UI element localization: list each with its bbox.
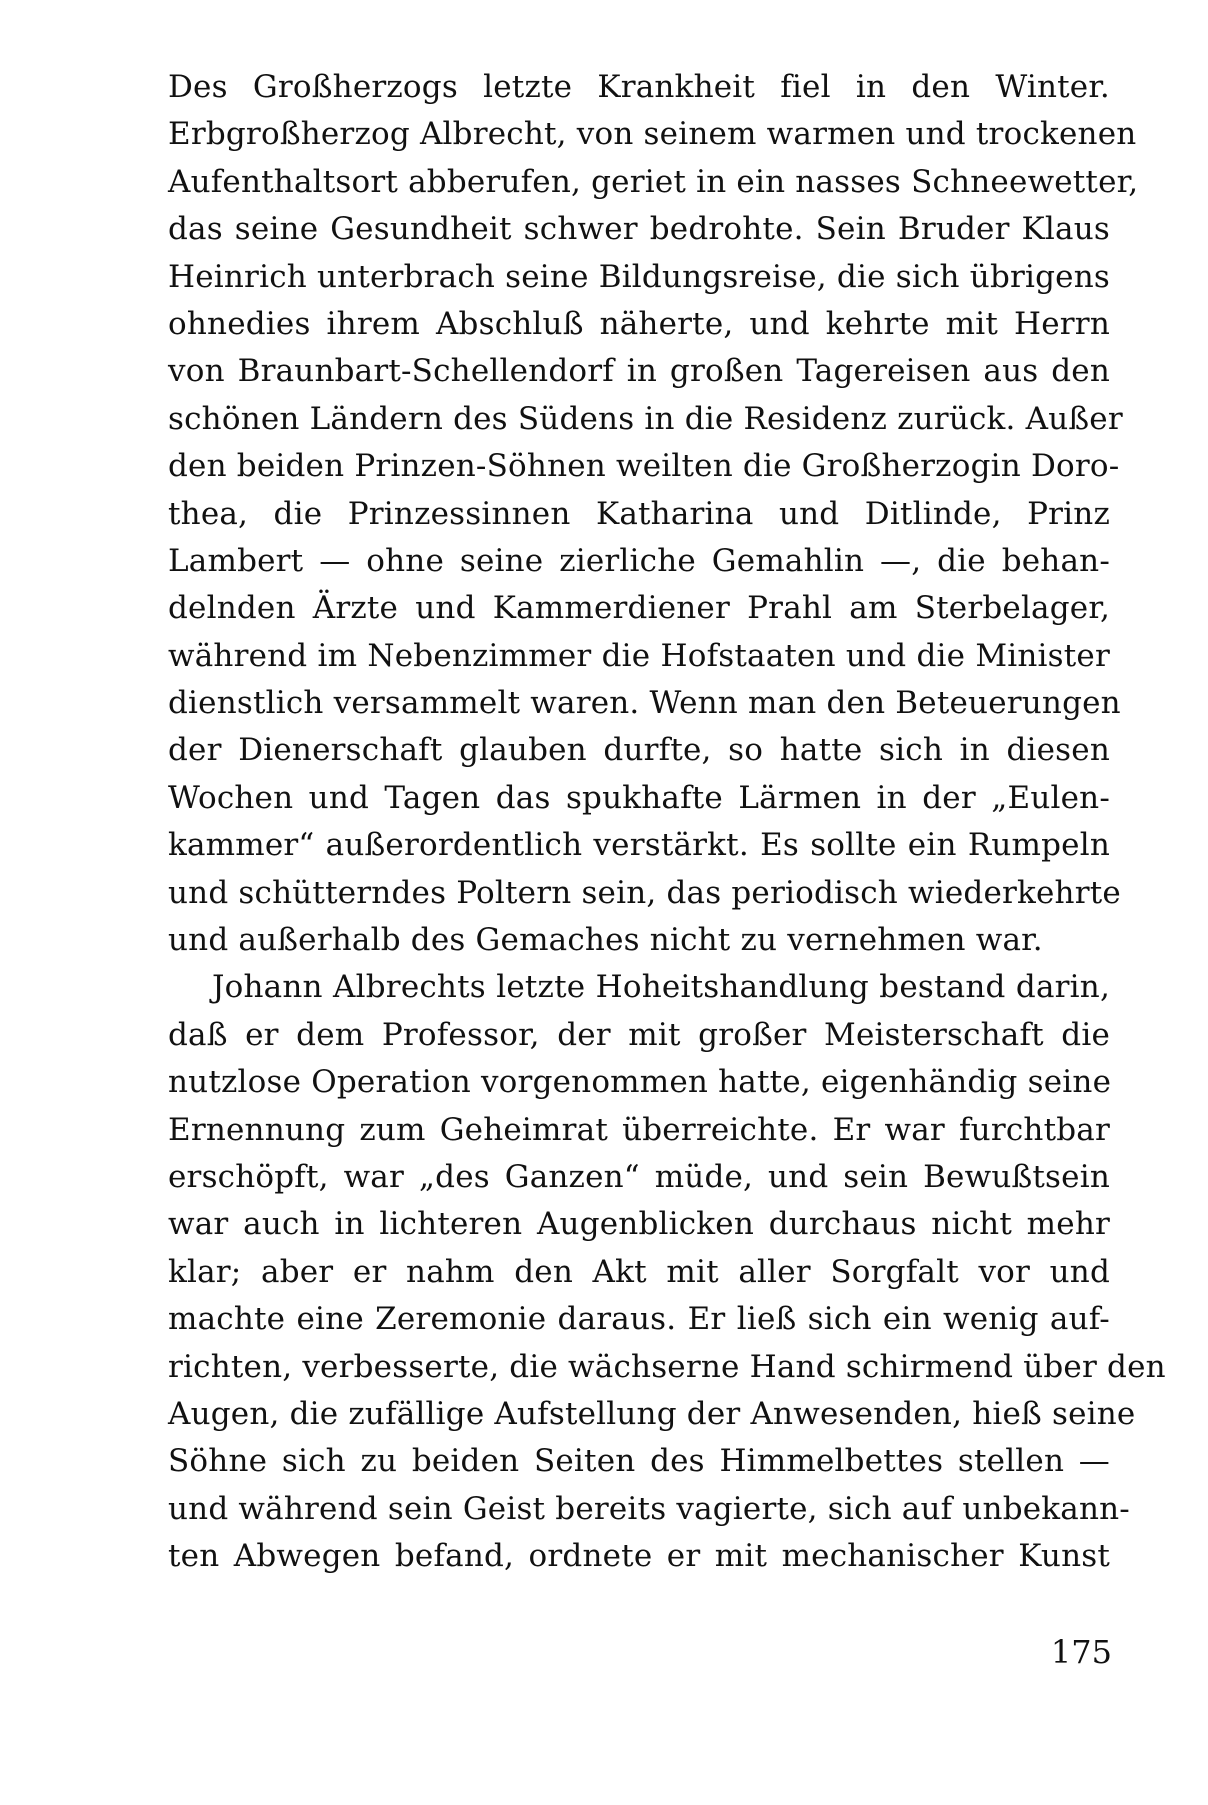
text-line: kammer“ außerordentlich verstärkt. Es sollte ein Rumpeln — [168, 827, 1110, 864]
text-line: Augen, die zufällige Aufstellung der Anwesenden, hieß seine — [168, 1395, 1136, 1432]
text-line: der Dienerschaft glauben durfte, so hatte sich in diesen — [168, 732, 1110, 769]
text-line: von Braunbart-Schellendorf in großen Tagereisen aus den — [168, 353, 1110, 390]
text-line: Ernennung zum Geheimrat überreichte. Er war furchtbar — [168, 1111, 1110, 1148]
text-line: machte eine Zeremonie daraus. Er ließ sich ein wenig auf- — [168, 1301, 1110, 1338]
text-line: Lambert — ohne seine zierliche Gemahlin —, die behan- — [168, 542, 1110, 579]
text-line: daß er dem Professor, der mit großer Meisterschaft die — [168, 1016, 1110, 1053]
text-line: klar; aber er nahm den Akt mit aller Sorgfalt vor und — [168, 1253, 1110, 1290]
text-line: Wochen und Tagen das spukhafte Lärmen in der „Eulen- — [168, 779, 1110, 816]
text-line: thea, die Prinzessinnen Katharina und Ditlinde, Prinz — [168, 495, 1110, 532]
text-line: Heinrich unterbrach seine Bildungsreise, die sich übrigens — [168, 258, 1110, 295]
text-line: ohnedies ihrem Abschluß näherte, und kehrte mit Herrn — [168, 305, 1110, 342]
text-line: Erbgroßherzog Albrecht, von seinem warmen und trockenen — [168, 116, 1137, 153]
text-line: war auch in lichteren Augenblicken durchaus nicht mehr — [168, 1206, 1110, 1243]
text-line: delnden Ärzte und Kammerdiener Prahl am Sterbelager, — [168, 590, 1110, 627]
text-line: dienstlich versammelt waren. Wenn man den Beteuerungen — [168, 685, 1121, 722]
text-line: richten, verbesserte, die wächserne Hand schirmend über den — [168, 1348, 1166, 1385]
text-line: schönen Ländern des Südens in die Residenz zurück. Außer — [168, 400, 1123, 437]
text-line: und während sein Geist bereits vagierte, sich auf unbekann- — [168, 1490, 1130, 1527]
text-line: Des Großherzogs letzte Krankheit fiel in den Winter. — [168, 69, 1110, 105]
text-line: und schütterndes Poltern sein, das periodisch wiederkehrte — [168, 874, 1121, 911]
text-line: während im Nebenzimmer die Hofstaaten und die Minister — [168, 637, 1110, 674]
text-line: das seine Gesundheit schwer bedrohte. Sein Bruder Klaus — [168, 211, 1110, 248]
text-line: den beiden Prinzen-Söhnen weilten die Großherzogin Doro- — [168, 448, 1120, 485]
page-number: 175 — [1050, 1633, 1112, 1671]
text-line: Söhne sich zu beiden Seiten des Himmelbettes stellen — — [168, 1443, 1110, 1480]
body-text — [168, 64, 1166, 1581]
text-line: nutzlose Operation vorgenommen hatte, eigenhändig seine — [168, 1064, 1112, 1101]
text-line: erschöpft, war „des Ganzen“ müde, und sein Bewußtsein — [168, 1158, 1110, 1195]
text-line: und außerhalb des Gemaches nicht zu vernehmen war. — [168, 922, 1043, 959]
text-line: Johann Albrechts letzte Hoheitshandlung bestand darin, — [212, 969, 1110, 1006]
text-line: ten Abwegen befand, ordnete er mit mechanischer Kunst — [168, 1538, 1110, 1575]
text-line: Aufenthaltsort abberufen, geriet in ein nasses Schneewetter, — [168, 163, 1139, 200]
